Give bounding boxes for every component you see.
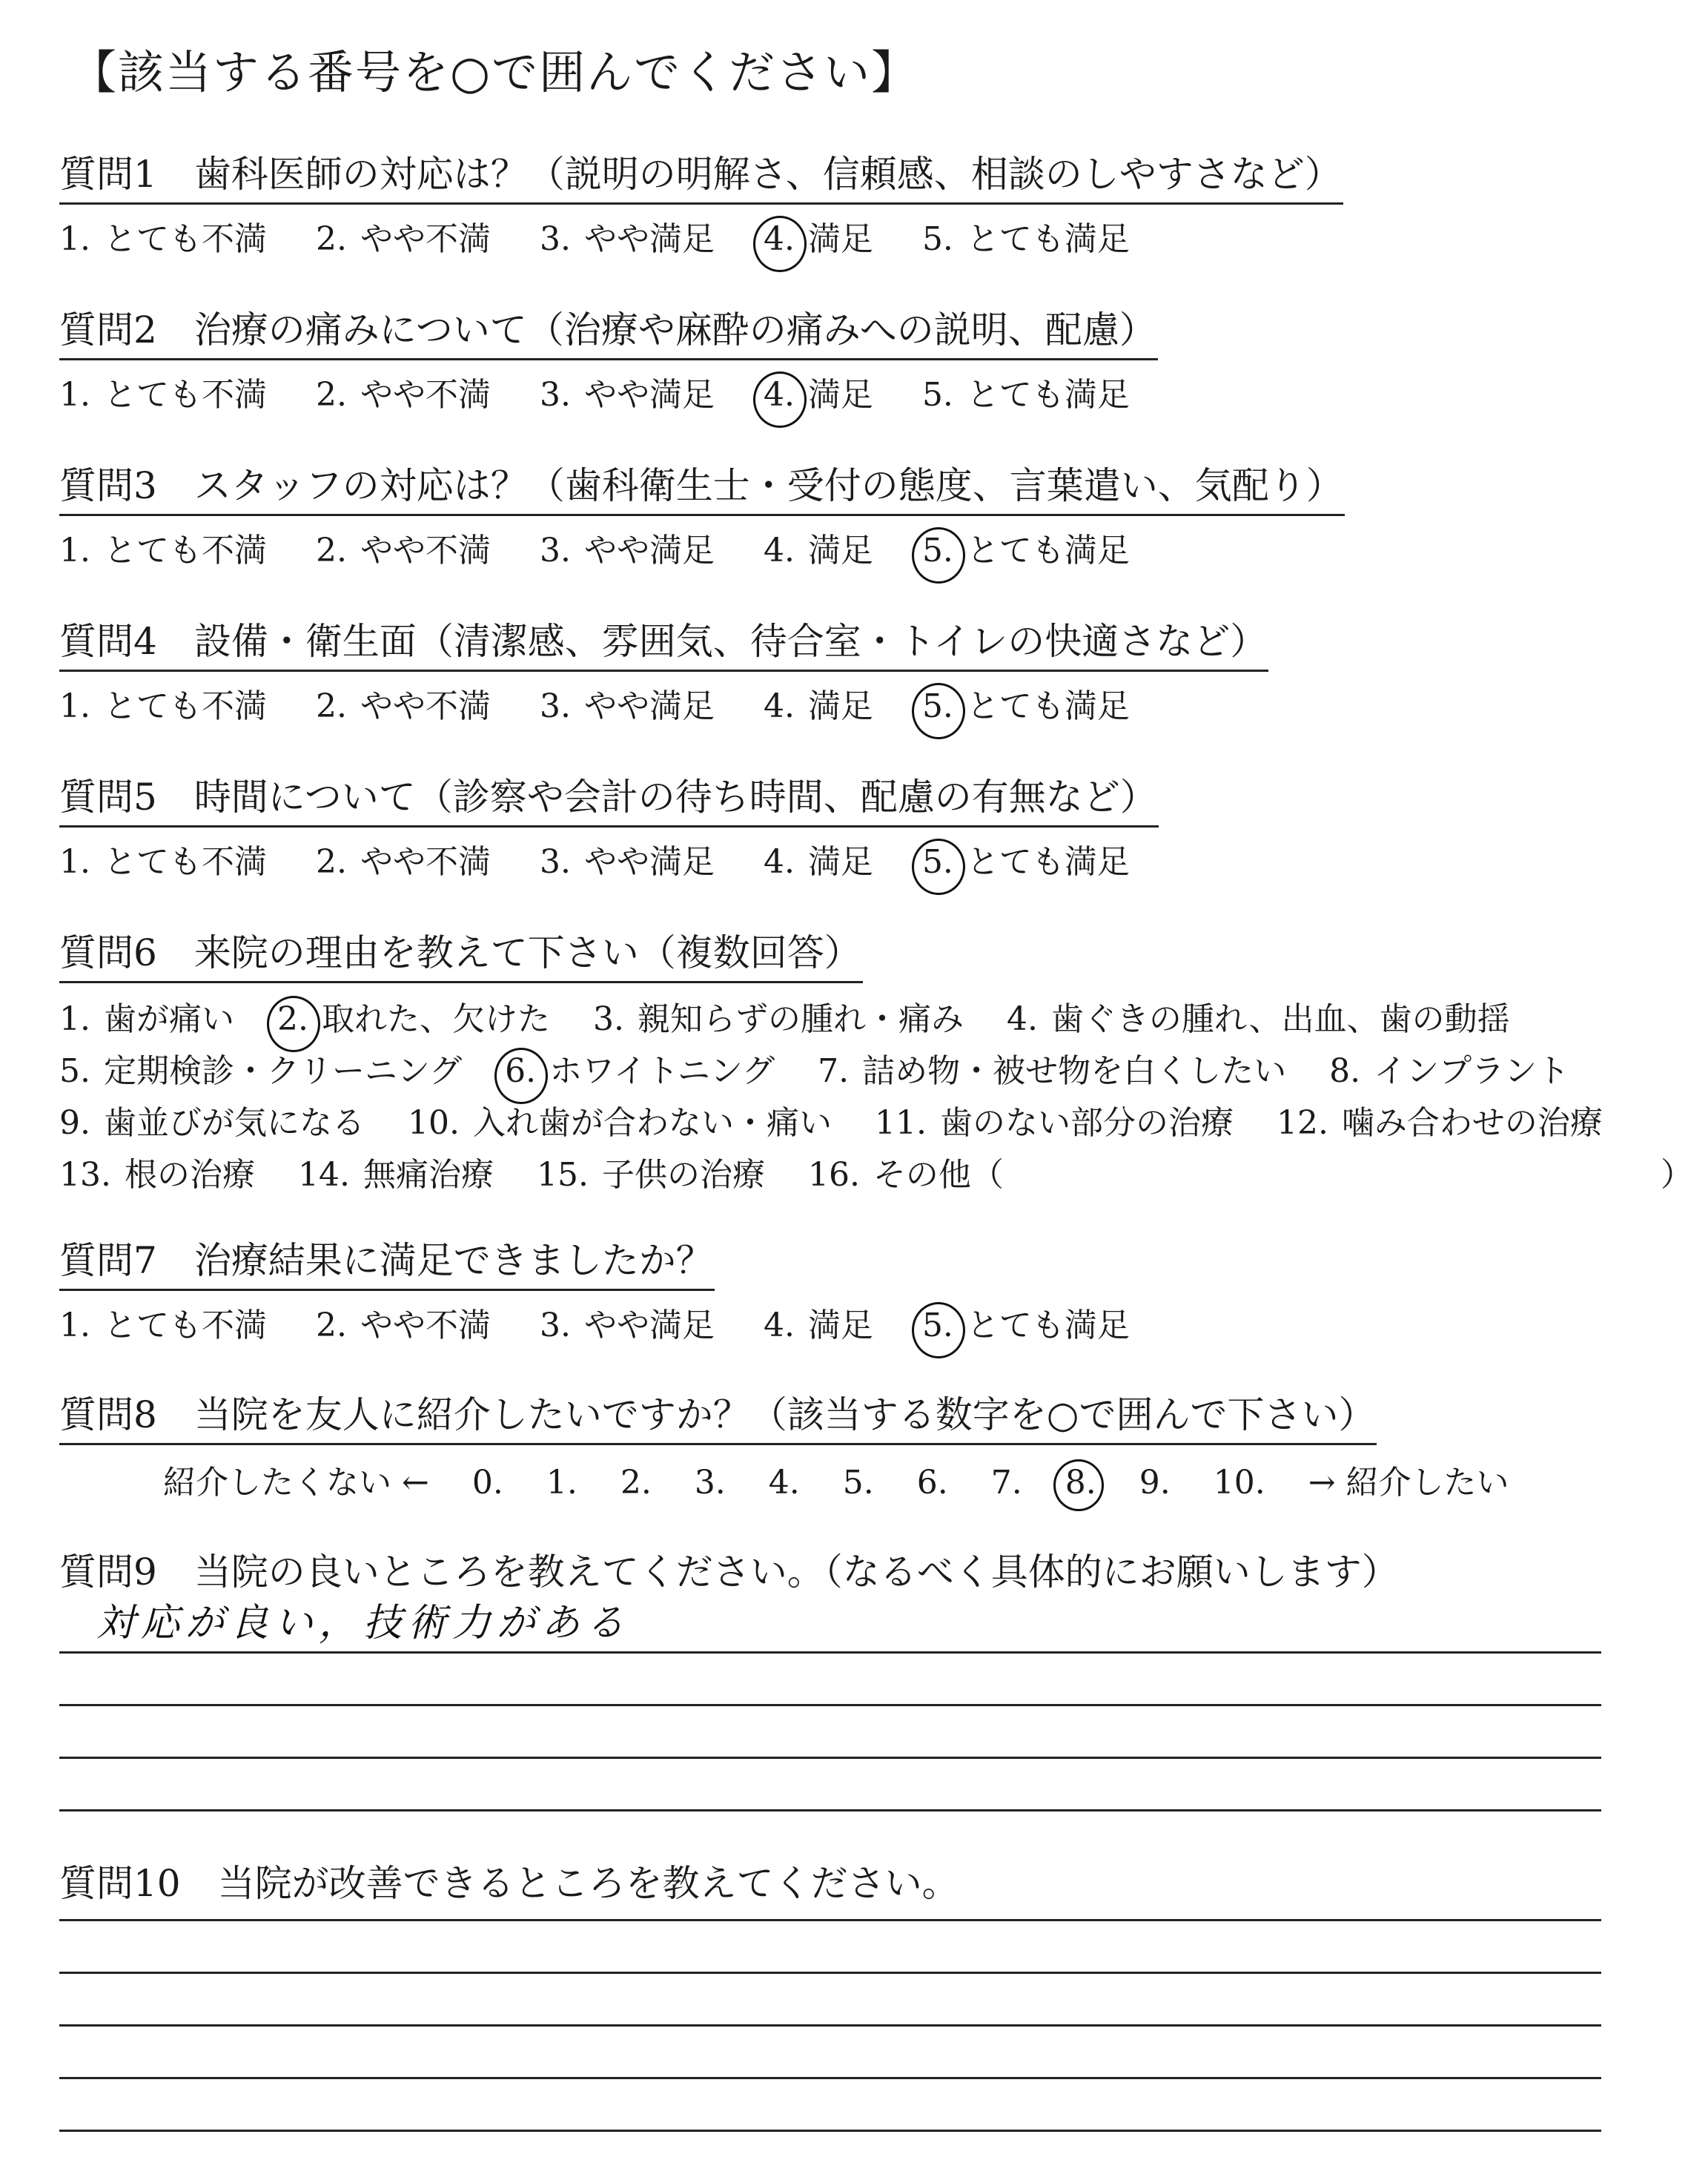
reason-option-circled[interactable] [505,1044,775,1091]
option-2[interactable] [316,679,491,727]
option-number: 10. [407,1104,460,1142]
option-5-circled[interactable] [922,835,1130,882]
option-number: 1. [59,687,90,725]
option-label: とても不満 [103,220,267,258]
reason-option[interactable] [59,1096,365,1143]
reason-option[interactable] [537,1148,765,1195]
question-text: 治療結果に満足できましたか？ [193,1239,713,1282]
option-4[interactable] [764,679,873,727]
question-1-heading [59,145,1343,205]
option-label: やや満足 [583,1307,715,1344]
answer-line[interactable] [59,1759,1601,1811]
option-number: 5. [921,843,953,881]
scale-value[interactable]: 3. [694,1464,726,1502]
question-number: 質問1 [59,153,157,196]
answer-line[interactable] [59,1654,1601,1706]
option-2[interactable] [316,368,491,415]
scale-value[interactable]: 7. [990,1464,1022,1502]
option-number: 4. [763,1307,795,1344]
question-7 [59,1231,1661,1346]
question-number: 質問8 [59,1393,157,1436]
option-number: 1. [59,1307,90,1344]
option-number: 4. [1006,1000,1038,1038]
answer-line[interactable] [59,1598,1601,1654]
reason-row-2 [59,1044,1661,1090]
option-number: 1. [59,220,90,258]
answer-line[interactable] [59,2027,1601,2079]
question-5 [59,767,1661,882]
answer-line[interactable] [59,1974,1601,2027]
option-number: 2. [315,220,347,258]
answer-options [59,835,1661,882]
option-number: 3. [539,687,571,725]
option-number: 13. [59,1156,111,1194]
option-label: とても満足 [966,532,1130,569]
option-label: 歯のない部分の治療 [939,1104,1234,1142]
question-number: 質問9 [59,1550,157,1593]
option-number: 3. [539,376,571,414]
reason-option[interactable] [875,1096,1234,1143]
reason-option[interactable] [818,1044,1286,1091]
question-2-heading [59,300,1158,360]
option-number: 3. [539,1307,571,1344]
option-label: とても不満 [103,843,267,881]
question-text: 時間について（診察や会計の待ち時間、配慮の有無など） [193,776,1157,819]
option-label: とても不満 [103,376,267,414]
reason-option[interactable] [1277,1096,1603,1143]
option-label: 入れ歯が合わない・痛い [472,1104,832,1142]
answer-line[interactable] [59,2079,1601,2132]
option-number: 4. [763,843,795,881]
option-number: 5. [921,376,953,414]
option-number: 5. [921,220,953,258]
option-1[interactable] [59,679,267,727]
scale-value-circled[interactable]: 8. [1065,1464,1096,1502]
option-label: 満足 [807,843,873,881]
question-text: 当院の良いところを教えてください。（なるべく具体的にお願いします） [193,1550,1399,1593]
option-label: 満足 [807,376,873,414]
reason-option[interactable] [59,992,234,1040]
option-number: 1. [59,843,90,881]
option-number: 9. [59,1104,90,1142]
question-text: スタッフの対応は？（歯科衛生士・受付の態度、言葉遣い、気配り） [193,464,1343,507]
option-number: 1. [59,376,90,414]
reason-option[interactable] [408,1096,832,1143]
question-3 [59,456,1661,571]
option-number: 2. [315,687,347,725]
option-label: やや不満 [360,843,491,881]
option-label: やや不満 [360,220,491,258]
option-number: 2. [315,532,347,569]
option-5-circled[interactable] [922,524,1130,571]
question-7-heading [59,1231,715,1291]
reason-option[interactable] [298,1148,494,1195]
option-number: 15. [536,1156,589,1194]
answer-lines-q10 [59,1869,1601,2132]
scale-value[interactable]: 1. [546,1464,577,1502]
option-3[interactable] [540,524,715,571]
question-text: 当院が改善できるところを教えてください。 [217,1862,959,1905]
option-number: 1. [59,532,90,569]
recommend-scale [163,1456,1661,1503]
question-9 [59,1542,1661,1596]
option-number: 4. [763,532,795,569]
answer-options [59,1298,1661,1346]
option-number: 2. [315,843,347,881]
option-label: 満足 [807,687,873,725]
question-number: 質問6 [59,931,157,974]
option-label: 歯並びが気になる [103,1104,365,1142]
option-5-circled[interactable] [922,679,1130,727]
option-label: やや満足 [583,532,715,569]
scale-value[interactable]: 10. [1213,1464,1265,1502]
scale-left-label: 紹介したくない ← [163,1464,429,1502]
option-label: 無痛治療 [363,1156,494,1194]
handwritten-answer: 対応が良い，技術力がある [96,1601,631,1645]
option-label: やや満足 [583,376,715,414]
option-number: 8. [1329,1052,1361,1090]
option-number: 1. [59,1000,90,1038]
question-8-heading [59,1385,1377,1445]
scale-right-label: → 紹介したい [1308,1464,1509,1502]
answer-options [59,524,1661,571]
option-label: 満足 [807,220,873,258]
question-text: 当院を友人に紹介したいですか？（該当する数字を○で囲んで下さい） [193,1393,1376,1436]
option-3[interactable] [540,679,715,727]
option-5[interactable] [922,212,1130,260]
reason-option-circled[interactable] [277,992,550,1040]
question-text: 治療の痛みについて（治療や麻酔の痛みへの説明、配慮） [193,308,1156,351]
question-number: 質問5 [59,776,157,819]
option-5-circled[interactable] [922,1298,1130,1346]
option-2[interactable] [316,835,491,882]
option-label: やや不満 [360,532,491,569]
option-label: 歯ぐきの腫れ、出血、歯の動揺 [1050,1000,1510,1038]
answer-options [59,368,1661,415]
option-label: 根の治療 [124,1156,255,1194]
scale-value[interactable]: 4. [768,1464,800,1502]
option-2[interactable] [316,212,491,260]
option-5[interactable] [922,368,1130,415]
option-label: とても不満 [103,1307,267,1344]
option-number: 5. [921,1307,953,1344]
option-label: インプラント [1374,1052,1570,1090]
option-label: 親知らずの腫れ・痛み [637,1000,964,1038]
survey-title: 【該当する番号を○で囲んでください】 [70,45,919,99]
answer-options [59,212,1661,260]
option-number: 3. [592,1000,624,1038]
reason-option[interactable] [593,992,964,1040]
option-1[interactable] [59,1298,267,1346]
option-4-circled[interactable] [764,368,873,415]
option-1[interactable] [59,368,267,415]
scale-value[interactable]: 5. [842,1464,874,1502]
option-number: 3. [539,220,571,258]
option-label: 歯が痛い [103,1000,234,1038]
option-label: 取れた、欠けた [321,1000,550,1038]
option-number: 6. [505,1052,537,1090]
option-number: 2. [315,1307,347,1344]
question-9-heading [59,1542,1661,1596]
option-number: 2. [315,376,347,414]
question-3-heading [59,456,1345,516]
option-4[interactable] [764,524,873,571]
option-label: とても満足 [966,1307,1130,1344]
option-3[interactable] [540,835,715,882]
question-4-heading [59,612,1268,672]
option-label: やや満足 [583,220,715,258]
option-label: やや不満 [360,687,491,725]
option-number: 4. [763,220,795,258]
option-number: 4. [763,376,795,414]
option-number: 7. [818,1052,850,1090]
answer-options [59,679,1661,727]
reason-row-1 [59,992,1661,1038]
option-label: とても不満 [103,687,267,725]
question-number: 質問2 [59,308,157,351]
reason-option[interactable] [59,1148,255,1195]
option-label: とても満足 [966,376,1130,414]
question-number: 質問7 [59,1239,157,1282]
scale-value[interactable]: 9. [1139,1464,1171,1502]
question-number: 質問4 [59,620,157,663]
option-number: 4. [763,687,795,725]
option-label: とても満足 [966,843,1130,881]
option-4[interactable] [764,835,873,882]
scale-value[interactable]: 6. [916,1464,948,1502]
option-label: ホワイトニング [549,1052,775,1090]
question-5-heading [59,767,1159,828]
option-2[interactable] [316,524,491,571]
question-6-heading [59,923,863,983]
question-2 [59,300,1661,415]
answer-line[interactable] [59,1921,1601,1974]
option-label: やや不満 [360,1307,491,1344]
option-label: 満足 [807,532,873,569]
option-number: 2. [277,1000,308,1038]
option-3[interactable] [540,1298,715,1346]
answer-line[interactable] [59,1706,1601,1759]
scale-value[interactable]: 0. [471,1464,503,1502]
answer-lines-q9 [59,1598,1601,1811]
question-text: 設備・衛生面（清潔感、雰囲気、待合室・トイレの快適さなど） [193,620,1268,663]
option-label: やや不満 [360,376,491,414]
option-number: 3. [539,843,571,881]
reason-option[interactable] [1007,992,1510,1040]
question-4 [59,612,1661,727]
option-label: とても不満 [103,532,267,569]
other-close-paren: ） [1661,1156,1693,1194]
option-1[interactable] [59,835,267,882]
option-label: 噛み合わせの治療 [1341,1104,1603,1142]
option-number: 16. [807,1156,860,1194]
option-number: 5. [921,532,953,569]
scale-value[interactable]: 2. [620,1464,652,1502]
option-label: 子供の治療 [601,1156,765,1194]
option-label: 定期検診・クリーニング [103,1052,463,1090]
option-3[interactable] [540,368,715,415]
question-6 [59,923,1693,1194]
question-number: 質問3 [59,464,157,507]
answer-line[interactable] [59,1869,1601,1921]
option-label: 満足 [807,1307,873,1344]
option-label: とても満足 [966,220,1130,258]
question-text: 来院の理由を教えて下さい（複数回答） [193,931,861,974]
option-4[interactable] [764,1298,873,1346]
reason-option[interactable] [1329,1044,1569,1091]
option-number: 5. [921,687,953,725]
reason-option-other[interactable] [808,1148,1004,1195]
reason-row-3 [59,1096,1661,1142]
option-number: 5. [59,1052,90,1090]
reason-row-4 [59,1148,1693,1194]
reason-option[interactable] [59,1044,462,1091]
question-number: 質問10 [59,1862,181,1905]
option-label: その他（ [873,1156,1004,1194]
option-number: 11. [874,1104,927,1142]
option-number: 3. [539,532,571,569]
question-8 [59,1385,1661,1503]
option-label: とても満足 [966,687,1130,725]
option-label: やや満足 [583,687,715,725]
option-4-circled[interactable] [764,212,873,260]
option-number: 14. [297,1156,350,1194]
option-number: 12. [1276,1104,1328,1142]
option-1[interactable] [59,524,267,571]
option-label: 詰め物・被せ物を白くしたい [862,1052,1287,1090]
option-label: やや満足 [583,843,715,881]
question-1 [59,145,1661,260]
question-text: 歯科医師の対応は？（説明の明解さ、信頼感、相談のしやすさなど） [193,153,1342,196]
option-3[interactable] [540,212,715,260]
option-2[interactable] [316,1298,491,1346]
option-1[interactable] [59,212,267,260]
